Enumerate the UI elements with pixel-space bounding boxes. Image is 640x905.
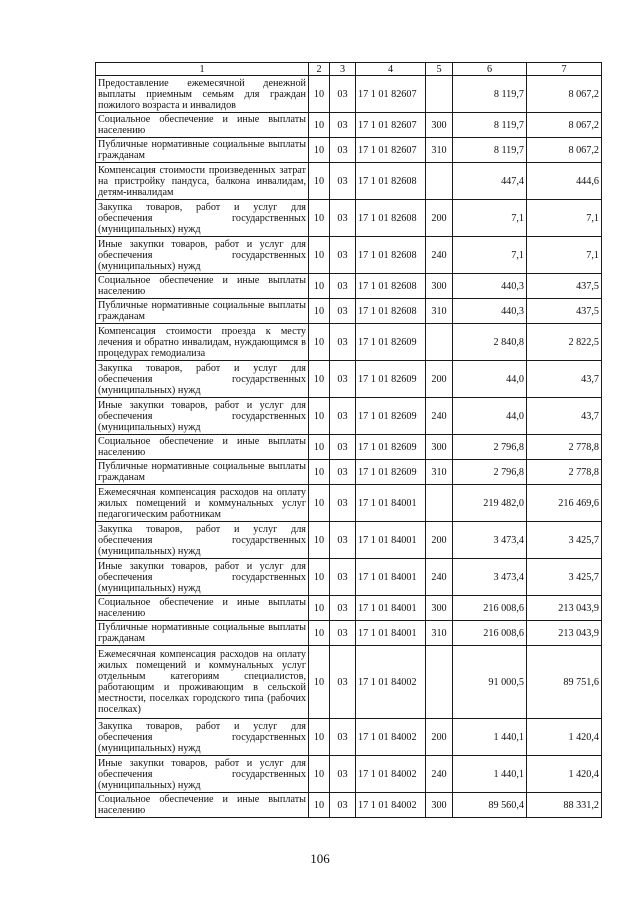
amount-cell-col7: 88 331,2 (527, 793, 602, 818)
item-name-cell: Предоставление ежемесячной денежной выплаты приемным семьям для граждан пожилого возраста и инвалидов (96, 76, 309, 113)
amount-cell-col6: 3 473,4 (453, 559, 527, 596)
expense-type-cell: 310 (426, 138, 453, 163)
column-header: 7 (527, 63, 602, 76)
expense-type-cell (426, 76, 453, 113)
expense-type-cell: 240 (426, 559, 453, 596)
amount-cell-col7: 8 067,2 (527, 113, 602, 138)
table-row (96, 274, 602, 299)
subsection-cell: 03 (330, 113, 356, 138)
expense-type-cell: 310 (426, 621, 453, 646)
column-header: 1 (96, 63, 309, 76)
target-article-cell: 17 1 01 84001 (356, 522, 426, 559)
section-cell: 10 (309, 324, 330, 361)
amount-cell-col7: 43,7 (527, 398, 602, 435)
target-article-cell: 17 1 01 82608 (356, 200, 426, 237)
target-article-cell: 17 1 01 82608 (356, 163, 426, 200)
column-header: 6 (453, 63, 527, 76)
amount-cell-col6: 8 119,7 (453, 113, 527, 138)
column-header: 3 (330, 63, 356, 76)
expense-type-cell: 200 (426, 361, 453, 398)
item-name-cell: Закупка товаров, работ и услуг для обеспечения государственных (муниципальных) нужд (96, 522, 309, 559)
item-name-cell: Компенсация стоимости проезда к месту лечения и обратно инвалидам, нуждающимся в процедурах гемодиализа (96, 324, 309, 361)
section-cell: 10 (309, 237, 330, 274)
target-article-cell: 17 1 01 84001 (356, 559, 426, 596)
section-cell: 10 (309, 274, 330, 299)
table-row (96, 361, 602, 398)
table-row (96, 460, 602, 485)
amount-cell-col6: 89 560,4 (453, 793, 527, 818)
expense-type-cell: 300 (426, 596, 453, 621)
section-cell: 10 (309, 646, 330, 719)
section-cell: 10 (309, 163, 330, 200)
subsection-cell: 03 (330, 163, 356, 200)
subsection-cell: 03 (330, 621, 356, 646)
target-article-cell: 17 1 01 84002 (356, 793, 426, 818)
amount-cell-col6: 447,4 (453, 163, 527, 200)
subsection-cell: 03 (330, 485, 356, 522)
amount-cell-col6: 44,0 (453, 361, 527, 398)
expense-type-cell: 300 (426, 274, 453, 299)
subsection-cell: 03 (330, 274, 356, 299)
expense-type-cell: 300 (426, 793, 453, 818)
item-name-cell: Социальное обеспечение и иные выплаты населению (96, 274, 309, 299)
target-article-cell: 17 1 01 82609 (356, 324, 426, 361)
amount-cell-col6: 7,1 (453, 200, 527, 237)
item-name-cell: Публичные нормативные социальные выплаты гражданам (96, 138, 309, 163)
target-article-cell: 17 1 01 84001 (356, 596, 426, 621)
section-cell: 10 (309, 200, 330, 237)
table-row (96, 163, 602, 200)
amount-cell-col7: 1 420,4 (527, 719, 602, 756)
amount-cell-col6: 2 796,8 (453, 435, 527, 460)
subsection-cell: 03 (330, 200, 356, 237)
target-article-cell: 17 1 01 82608 (356, 237, 426, 274)
item-name-cell: Закупка товаров, работ и услуг для обеспечения государственных (муниципальных) нужд (96, 719, 309, 756)
amount-cell-col7: 213 043,9 (527, 596, 602, 621)
target-article-cell: 17 1 01 82608 (356, 274, 426, 299)
table-row (96, 76, 602, 113)
section-cell: 10 (309, 485, 330, 522)
section-cell: 10 (309, 756, 330, 793)
item-name-cell: Публичные нормативные социальные выплаты гражданам (96, 621, 309, 646)
target-article-cell: 17 1 01 84001 (356, 485, 426, 522)
amount-cell-col7: 3 425,7 (527, 559, 602, 596)
section-cell: 10 (309, 460, 330, 485)
subsection-cell: 03 (330, 596, 356, 621)
expense-type-cell: 240 (426, 237, 453, 274)
subsection-cell: 03 (330, 559, 356, 596)
column-header: 4 (356, 63, 426, 76)
section-cell: 10 (309, 361, 330, 398)
table-row (96, 435, 602, 460)
amount-cell-col6: 44,0 (453, 398, 527, 435)
item-name-cell: Публичные нормативные социальные выплаты гражданам (96, 460, 309, 485)
amount-cell-col7: 437,5 (527, 299, 602, 324)
target-article-cell: 17 1 01 84002 (356, 756, 426, 793)
subsection-cell: 03 (330, 299, 356, 324)
amount-cell-col7: 8 067,2 (527, 76, 602, 113)
target-article-cell: 17 1 01 84002 (356, 719, 426, 756)
amount-cell-col7: 2 822,5 (527, 324, 602, 361)
section-cell: 10 (309, 299, 330, 324)
budget-table (95, 62, 602, 818)
amount-cell-col6: 440,3 (453, 299, 527, 324)
section-cell: 10 (309, 559, 330, 596)
item-name-cell: Социальное обеспечение и иные выплаты населению (96, 113, 309, 138)
target-article-cell: 17 1 01 82609 (356, 460, 426, 485)
expense-type-cell (426, 646, 453, 719)
amount-cell-col6: 1 440,1 (453, 756, 527, 793)
target-article-cell: 17 1 01 82609 (356, 435, 426, 460)
target-article-cell: 17 1 01 82607 (356, 76, 426, 113)
subsection-cell: 03 (330, 522, 356, 559)
amount-cell-col7: 216 469,6 (527, 485, 602, 522)
item-name-cell: Иные закупки товаров, работ и услуг для обеспечения государственных (муниципальных) нужд (96, 398, 309, 435)
column-header: 2 (309, 63, 330, 76)
item-name-cell: Иные закупки товаров, работ и услуг для обеспечения государственных (муниципальных) нужд (96, 756, 309, 793)
section-cell: 10 (309, 522, 330, 559)
expense-type-cell: 200 (426, 200, 453, 237)
target-article-cell: 17 1 01 84001 (356, 621, 426, 646)
target-article-cell: 17 1 01 82608 (356, 299, 426, 324)
subsection-cell: 03 (330, 76, 356, 113)
item-name-cell: Иные закупки товаров, работ и услуг для обеспечения государственных (муниципальных) нужд (96, 559, 309, 596)
table-row (96, 646, 602, 719)
table-row (96, 522, 602, 559)
amount-cell-col6: 8 119,7 (453, 76, 527, 113)
table-row (96, 596, 602, 621)
expense-type-cell: 200 (426, 719, 453, 756)
amount-cell-col6: 91 000,5 (453, 646, 527, 719)
table-row (96, 299, 602, 324)
amount-cell-col7: 2 778,8 (527, 460, 602, 485)
subsection-cell: 03 (330, 398, 356, 435)
subsection-cell: 03 (330, 793, 356, 818)
amount-cell-col6: 2 796,8 (453, 460, 527, 485)
table-body (96, 76, 602, 818)
amount-cell-col6: 3 473,4 (453, 522, 527, 559)
table-row (96, 324, 602, 361)
amount-cell-col7: 89 751,6 (527, 646, 602, 719)
table-row (96, 138, 602, 163)
section-cell: 10 (309, 621, 330, 646)
table-row (96, 756, 602, 793)
target-article-cell: 17 1 01 82609 (356, 398, 426, 435)
amount-cell-col7: 3 425,7 (527, 522, 602, 559)
target-article-cell: 17 1 01 82609 (356, 361, 426, 398)
expense-type-cell: 300 (426, 113, 453, 138)
expense-type-cell (426, 485, 453, 522)
item-name-cell: Социальное обеспечение и иные выплаты населению (96, 435, 309, 460)
subsection-cell: 03 (330, 361, 356, 398)
subsection-cell: 03 (330, 324, 356, 361)
column-header: 5 (426, 63, 453, 76)
item-name-cell: Компенсация стоимости произведенных затрат на пристройку пандуса, балкона инвалидам, детям-инвалидам (96, 163, 309, 200)
table-row (96, 793, 602, 818)
amount-cell-col7: 1 420,4 (527, 756, 602, 793)
table-row (96, 485, 602, 522)
expense-type-cell: 200 (426, 522, 453, 559)
table-row (96, 719, 602, 756)
amount-cell-col6: 219 482,0 (453, 485, 527, 522)
amount-cell-col7: 7,1 (527, 237, 602, 274)
target-article-cell: 17 1 01 82607 (356, 113, 426, 138)
amount-cell-col6: 1 440,1 (453, 719, 527, 756)
subsection-cell: 03 (330, 435, 356, 460)
expense-type-cell: 240 (426, 398, 453, 435)
subsection-cell: 03 (330, 460, 356, 485)
item-name-cell: Социальное обеспечение и иные выплаты населению (96, 596, 309, 621)
item-name-cell: Закупка товаров, работ и услуг для обеспечения государственных (муниципальных) нужд (96, 200, 309, 237)
table-row (96, 559, 602, 596)
expense-type-cell (426, 324, 453, 361)
expense-type-cell: 310 (426, 299, 453, 324)
amount-cell-col6: 7,1 (453, 237, 527, 274)
amount-cell-col7: 2 778,8 (527, 435, 602, 460)
subsection-cell: 03 (330, 756, 356, 793)
table-row (96, 621, 602, 646)
section-cell: 10 (309, 398, 330, 435)
subsection-cell: 03 (330, 646, 356, 719)
table-row (96, 237, 602, 274)
expense-type-cell (426, 163, 453, 200)
item-name-cell: Публичные нормативные социальные выплаты гражданам (96, 299, 309, 324)
amount-cell-col7: 7,1 (527, 200, 602, 237)
table-row (96, 200, 602, 237)
section-cell: 10 (309, 793, 330, 818)
table-row (96, 398, 602, 435)
amount-cell-col6: 216 008,6 (453, 596, 527, 621)
expense-type-cell: 240 (426, 756, 453, 793)
section-cell: 10 (309, 76, 330, 113)
amount-cell-col7: 437,5 (527, 274, 602, 299)
amount-cell-col6: 2 840,8 (453, 324, 527, 361)
section-cell: 10 (309, 138, 330, 163)
item-name-cell: Социальное обеспечение и иные выплаты населению (96, 793, 309, 818)
target-article-cell: 17 1 01 84002 (356, 646, 426, 719)
amount-cell-col7: 8 067,2 (527, 138, 602, 163)
amount-cell-col6: 440,3 (453, 274, 527, 299)
amount-cell-col7: 213 043,9 (527, 621, 602, 646)
section-cell: 10 (309, 435, 330, 460)
subsection-cell: 03 (330, 237, 356, 274)
target-article-cell: 17 1 01 82607 (356, 138, 426, 163)
subsection-cell: 03 (330, 138, 356, 163)
expense-type-cell: 310 (426, 460, 453, 485)
page-number: 106 (310, 851, 330, 866)
subsection-cell: 03 (330, 719, 356, 756)
item-name-cell: Ежемесячная компенсация расходов на оплату жилых помещений и коммунальных услуг педагогическим работникам (96, 485, 309, 522)
item-name-cell: Закупка товаров, работ и услуг для обеспечения государственных (муниципальных) нужд (96, 361, 309, 398)
amount-cell-col7: 43,7 (527, 361, 602, 398)
item-name-cell: Ежемесячная компенсация расходов на оплату жилых помещений и коммунальных услуг отдельным категориям специалистов, работающим и проживающим в сельской местности, поселках городского типа (рабочих поселках) (96, 646, 309, 719)
section-cell: 10 (309, 719, 330, 756)
amount-cell-col7: 444,6 (527, 163, 602, 200)
amount-cell-col6: 8 119,7 (453, 138, 527, 163)
item-name-cell: Иные закупки товаров, работ и услуг для обеспечения государственных (муниципальных) нужд (96, 237, 309, 274)
section-cell: 10 (309, 113, 330, 138)
table-row (96, 113, 602, 138)
table-header-row (96, 63, 602, 76)
expense-type-cell: 300 (426, 435, 453, 460)
amount-cell-col6: 216 008,6 (453, 621, 527, 646)
section-cell: 10 (309, 596, 330, 621)
